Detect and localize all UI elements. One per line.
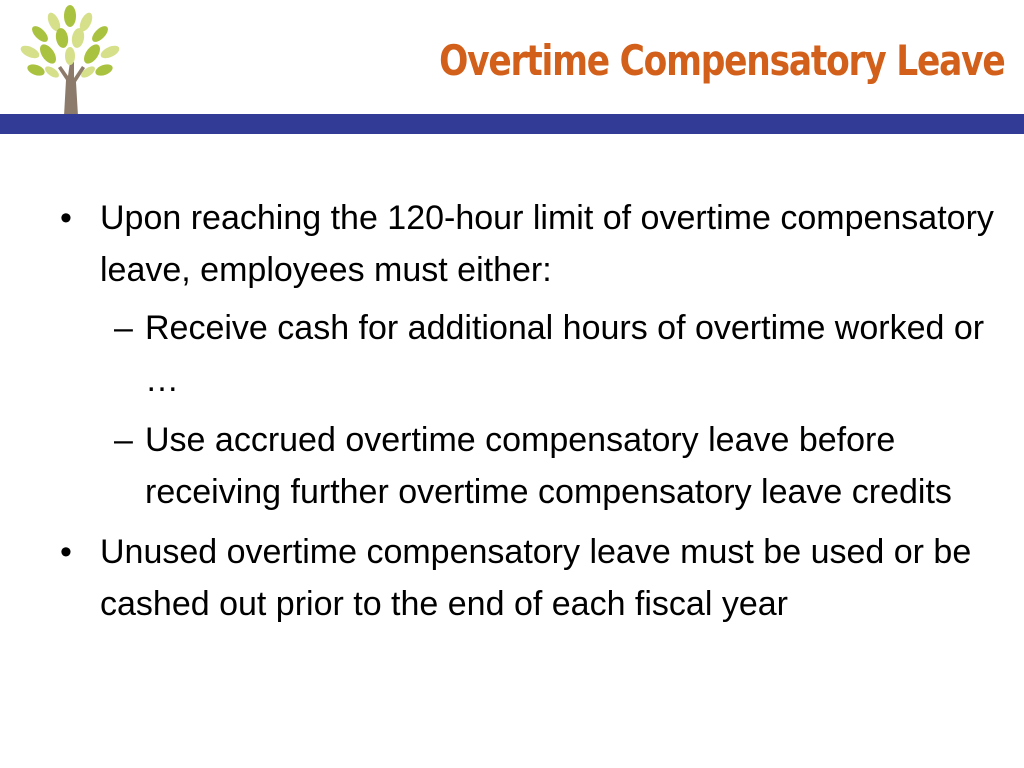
- bullet-marker: •: [60, 533, 72, 571]
- bullet-item: [56, 526, 996, 630]
- sub-bullet-item: [56, 414, 996, 518]
- title-divider-bar: [0, 114, 1024, 134]
- sub-bullet-text: Receive cash for additional hours of overtime worked or …: [145, 309, 985, 399]
- bullet-text: Unused overtime compensatory leave must be used or be cashed out prior to the end of each fiscal year: [100, 533, 972, 623]
- sub-bullet-item: [56, 302, 996, 406]
- bullet-text: Upon reaching the 120-hour limit of overtime compensatory leave, employees must either:: [100, 199, 994, 289]
- sub-bullet-text: Use accrued overtime compensatory leave before receiving further overtime compensatory leave credits: [145, 421, 952, 511]
- tree-icon: [8, 0, 128, 116]
- slide-body: [56, 192, 996, 636]
- bullet-item: [56, 192, 996, 296]
- dash-marker: –: [114, 309, 133, 347]
- dash-marker: –: [114, 421, 133, 459]
- slide-title: Overtime Compensatory Leave: [438, 36, 1004, 85]
- bullet-marker: •: [60, 199, 72, 237]
